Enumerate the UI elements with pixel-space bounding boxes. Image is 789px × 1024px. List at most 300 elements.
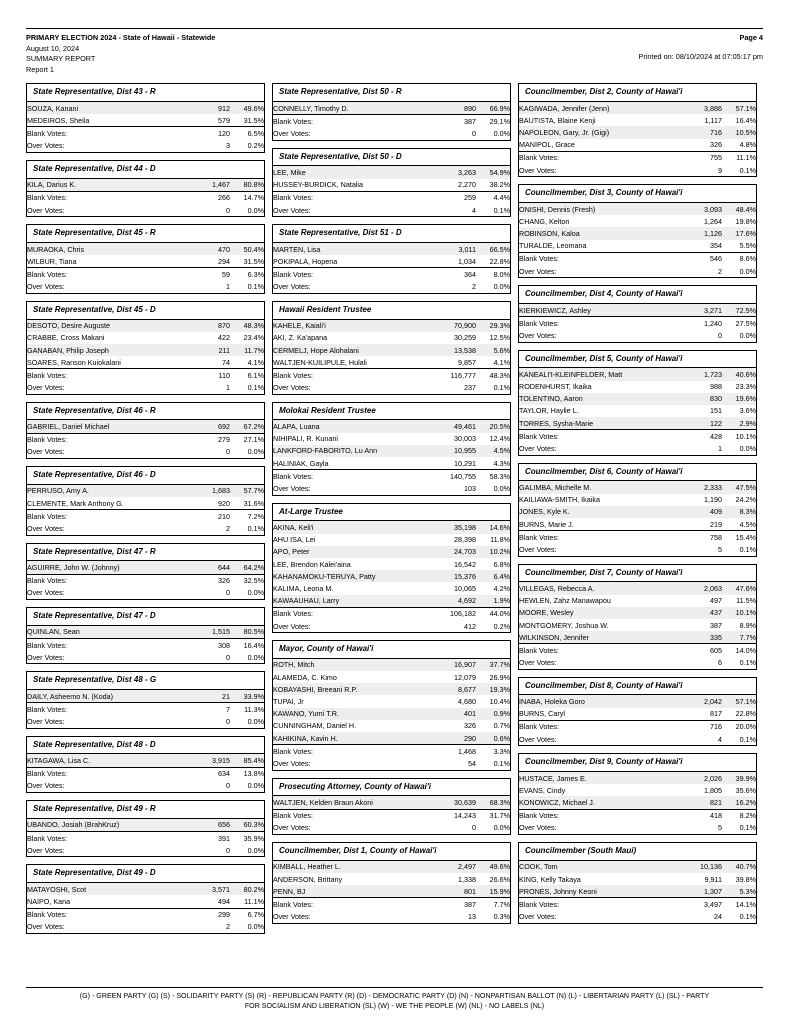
- table-row: [519, 595, 756, 607]
- candidate-name: LEE, Mike: [273, 166, 430, 178]
- table-row: [27, 433, 264, 446]
- contest-block: [518, 285, 757, 342]
- contest-title: Councilmember, Dist 3, County of Hawai'i: [519, 185, 756, 203]
- vote-percent: 0.1%: [247, 524, 264, 533]
- table-row: [273, 243, 510, 255]
- vote-count: 1,126: [676, 227, 722, 239]
- contest-block: [518, 842, 757, 924]
- vote-count: 3,093: [676, 203, 722, 215]
- vote-count: 1,117: [704, 115, 722, 125]
- vote-count: 354: [710, 241, 722, 251]
- table-row: [519, 531, 756, 544]
- table-row: [273, 470, 510, 483]
- vote-percent: 27.1%: [230, 433, 264, 446]
- vote-percent: 57.7%: [230, 485, 264, 497]
- table-row: [273, 708, 510, 720]
- summary-label: Over Votes:: [273, 282, 311, 292]
- election-date: August 10, 2024: [26, 43, 80, 53]
- vote-count: 0: [226, 205, 230, 215]
- contest-block: [26, 466, 265, 536]
- vote-percent: 54.9%: [476, 166, 510, 178]
- vote-percent: 6.5%: [230, 127, 264, 140]
- table-row: [273, 732, 510, 745]
- table-row: [519, 151, 756, 164]
- table-row: [519, 139, 756, 152]
- summary-label: Over Votes:: [519, 165, 557, 175]
- vote-percent: 0.1%: [739, 912, 756, 922]
- summary-label: Over Votes:: [519, 734, 557, 744]
- vote-count: 644: [184, 561, 230, 574]
- vote-count: 755: [676, 151, 722, 164]
- candidate-name: ALAPA, Luana: [273, 420, 430, 432]
- candidate-name: KAGIWADA, Jennifer (Jenn): [519, 102, 676, 114]
- contest-block: [518, 677, 757, 747]
- table-row: [27, 344, 264, 356]
- vote-percent: 3.6%: [739, 406, 756, 416]
- summary-label: Blank Votes:: [27, 908, 184, 921]
- contest-block: [26, 607, 265, 664]
- summary-label: Over Votes:: [27, 652, 65, 662]
- vote-count: 2,497: [430, 861, 476, 873]
- candidate-name: CONNELLY, Timothy D.: [273, 102, 430, 115]
- summary-label: Over Votes:: [27, 524, 65, 533]
- summary-label: Blank Votes:: [27, 127, 184, 140]
- table-row: [273, 695, 510, 707]
- vote-percent: 49.6%: [476, 861, 510, 873]
- vote-percent: 11.1%: [244, 896, 264, 906]
- table-row: [27, 844, 264, 856]
- summary-label: Over Votes:: [273, 129, 311, 139]
- vote-count: 299: [184, 908, 230, 921]
- vote-count: 2: [718, 266, 722, 276]
- contest-title: State Representative, Dist 48 - D: [27, 737, 264, 755]
- summary-label: Blank Votes:: [519, 151, 676, 164]
- results-table: [27, 102, 264, 152]
- results-table: [519, 102, 756, 176]
- summary-label: Blank Votes:: [27, 638, 184, 651]
- vote-count: 497: [710, 596, 722, 606]
- candidate-name: KALIMA, Leona M.: [273, 583, 334, 593]
- vote-count: 0: [226, 447, 230, 457]
- table-row: [519, 822, 756, 834]
- vote-count: 692: [184, 420, 230, 433]
- table-row: [519, 393, 756, 405]
- vote-percent: 11.5%: [736, 596, 756, 606]
- candidate-name: JONES, Kyle K.: [519, 506, 676, 518]
- table-row: [27, 179, 264, 192]
- vote-count: 817: [710, 709, 722, 719]
- contest-title: Councilmember, Dist 5, County of Hawai'i: [519, 351, 756, 369]
- contest-title: State Representative, Dist 45 - D: [27, 302, 264, 320]
- vote-count: 10,955: [430, 445, 476, 457]
- table-row: [27, 703, 264, 716]
- vote-count: 428: [676, 430, 722, 443]
- table-row: [519, 543, 756, 555]
- vote-percent: 64.2%: [230, 561, 264, 574]
- vote-count: 116,777: [430, 369, 476, 382]
- vote-percent: 27.5%: [722, 317, 756, 330]
- vote-percent: 0.0%: [247, 922, 264, 932]
- table-row: [273, 861, 510, 873]
- summary-label: Over Votes:: [519, 330, 557, 340]
- table-row: [273, 268, 510, 281]
- vote-count: 219: [710, 519, 722, 529]
- table-row: [273, 102, 510, 115]
- vote-count: 6: [718, 658, 722, 668]
- table-row: [519, 885, 756, 898]
- table-row: [273, 796, 510, 809]
- vote-percent: 6.7%: [230, 908, 264, 921]
- vote-percent: 6.3%: [230, 268, 264, 281]
- vote-count: 409: [676, 506, 722, 518]
- vote-count: 634: [184, 767, 230, 780]
- candidate-name: AKI, Z. Ka'apana: [273, 333, 328, 343]
- page-number: Page 4: [739, 33, 763, 42]
- table-row: [519, 252, 756, 265]
- summary-label: Blank Votes:: [519, 430, 676, 443]
- summary-label: Over Votes:: [273, 205, 311, 215]
- candidate-name: BURNS, Marie J.: [519, 519, 574, 529]
- contest-title: Councilmember, Dist 4, County of Hawai'i: [519, 286, 756, 304]
- table-row: [519, 873, 756, 885]
- table-row: [27, 921, 264, 933]
- vote-count: 74: [222, 357, 230, 367]
- vote-percent: 6.4%: [476, 570, 510, 582]
- summary-label: Over Votes:: [273, 621, 311, 631]
- vote-percent: 0.1%: [739, 658, 756, 668]
- contest-title: State Representative, Dist 51 - D: [273, 225, 510, 243]
- contest-block: [26, 83, 265, 153]
- vote-percent: 2.9%: [722, 417, 756, 430]
- table-row: [27, 780, 264, 792]
- summary-label: Over Votes:: [273, 758, 311, 768]
- table-row: [27, 626, 264, 639]
- results-table: [273, 102, 510, 140]
- table-row: [27, 332, 264, 344]
- contest-block: [518, 350, 757, 456]
- results-table: [273, 166, 510, 216]
- contest-title: State Representative, Dist 46 - D: [27, 467, 264, 485]
- contest-block: [26, 543, 265, 600]
- vote-percent: 17.6%: [722, 227, 756, 239]
- report-type: SUMMARY REPORT: [26, 54, 96, 64]
- table-row: [273, 433, 510, 445]
- vote-percent: 0.0%: [247, 652, 264, 662]
- summary-label: Blank Votes:: [273, 115, 430, 128]
- vote-count: 2,042: [676, 695, 722, 707]
- table-row: [519, 494, 756, 506]
- vote-percent: 68.3%: [476, 796, 510, 809]
- candidate-name: KAWAAUHAU, Larry: [273, 595, 430, 608]
- vote-percent: 0.1%: [493, 383, 510, 393]
- vote-count: 4: [472, 205, 476, 215]
- candidate-name: GABRIEL, Daniel Michael: [27, 420, 184, 433]
- table-row: [519, 708, 756, 721]
- vote-percent: 0.1%: [493, 758, 510, 768]
- table-row: [273, 344, 510, 356]
- vote-percent: 0.0%: [739, 444, 756, 454]
- table-row: [273, 332, 510, 344]
- results-table: [27, 690, 264, 728]
- vote-count: 0: [472, 823, 476, 833]
- vote-percent: 16.4%: [230, 638, 264, 651]
- vote-percent: 4.1%: [247, 357, 264, 367]
- table-row: [519, 227, 756, 239]
- vote-percent: 8.2%: [722, 809, 756, 822]
- vote-percent: 31.5%: [243, 115, 264, 125]
- vote-percent: 4.3%: [493, 458, 510, 468]
- vote-count: 122: [676, 417, 722, 430]
- vote-percent: 72.5%: [722, 304, 756, 317]
- results-table: [27, 179, 264, 217]
- vote-count: 3,571: [184, 883, 230, 895]
- contest-title: State Representative, Dist 48 - G: [27, 672, 264, 690]
- vote-percent: 11.8%: [490, 535, 510, 545]
- contest-block: [26, 402, 265, 459]
- contest-title: Prosecuting Attorney, County of Hawai'i: [273, 779, 510, 797]
- vote-count: 579: [218, 115, 230, 125]
- vote-count: 3,915: [184, 754, 230, 767]
- vote-percent: 12.5%: [489, 333, 510, 343]
- vote-percent: 29.1%: [476, 115, 510, 128]
- candidate-name: MURAOKA, Chris: [27, 243, 184, 255]
- contest-title: State Representative, Dist 49 - D: [27, 865, 264, 883]
- results-table: [27, 561, 264, 599]
- summary-label: Blank Votes:: [273, 470, 430, 483]
- table-row: [27, 102, 264, 114]
- candidate-name: WILBUR, Tiana: [27, 256, 77, 266]
- table-row: [273, 546, 510, 558]
- table-row: [27, 420, 264, 433]
- vote-count: 401: [430, 708, 476, 720]
- vote-percent: 24.2%: [735, 495, 756, 505]
- candidate-name: DAILY, Asheemo N. (Koda): [27, 690, 184, 703]
- table-row: [519, 317, 756, 330]
- vote-count: 364: [430, 268, 476, 281]
- table-row: [273, 521, 510, 533]
- results-table: [273, 320, 510, 394]
- candidate-name: NAPOLEON, Gary, Jr. (Gigi): [519, 126, 676, 138]
- vote-percent: 5.3%: [722, 885, 756, 898]
- vote-count: 758: [676, 531, 722, 544]
- vote-percent: 8.6%: [722, 252, 756, 265]
- table-row: [27, 485, 264, 497]
- vote-percent: 11.1%: [722, 151, 756, 164]
- summary-label: Over Votes:: [273, 823, 311, 833]
- vote-percent: 40.7%: [722, 861, 756, 873]
- candidate-name: MARTEN, Lisa: [273, 243, 430, 255]
- summary-label: Over Votes:: [27, 781, 65, 791]
- vote-count: 59: [184, 268, 230, 281]
- vote-count: 1: [718, 444, 722, 454]
- vote-count: 4,680: [458, 697, 476, 707]
- vote-count: 391: [184, 832, 230, 845]
- vote-percent: 0.0%: [247, 845, 264, 855]
- contest-block: [518, 184, 757, 278]
- table-row: [273, 809, 510, 822]
- table-row: [519, 720, 756, 733]
- vote-count: 412: [464, 621, 476, 631]
- table-row: [27, 382, 264, 394]
- candidate-name: HALINIAK, Gayla: [273, 458, 329, 468]
- vote-count: 0: [718, 330, 722, 340]
- contest-title: Councilmember, Dist 1, County of Hawai'i: [273, 843, 510, 861]
- results-table: [519, 481, 756, 555]
- candidate-name: MONTGOMERY, Joshua W.: [519, 620, 609, 630]
- candidate-name: AGUIRRE, John W. (Johnny): [27, 561, 184, 574]
- contest-title: State Representative, Dist 50 - R: [273, 84, 510, 102]
- vote-count: 801: [430, 885, 476, 898]
- table-row: [273, 457, 510, 470]
- contest-title: Councilmember, Dist 9, County of Hawai'i: [519, 754, 756, 772]
- table-row: [27, 819, 264, 832]
- vote-count: 0: [226, 652, 230, 662]
- vote-percent: 10.1%: [722, 430, 756, 443]
- contest-block: [26, 800, 265, 857]
- vote-count: 1,723: [676, 368, 722, 380]
- candidate-name: ONISHI, Dennis (Fresh): [519, 203, 676, 215]
- vote-count: 110: [184, 369, 230, 382]
- table-row: [27, 243, 264, 255]
- vote-count: 3,886: [676, 102, 722, 114]
- party-legend: [26, 987, 763, 1012]
- vote-percent: 23.4%: [243, 333, 264, 343]
- vote-percent: 4.5%: [476, 445, 510, 457]
- table-row: [273, 281, 510, 293]
- vote-count: 494: [218, 896, 230, 906]
- summary-label: Blank Votes:: [273, 607, 430, 620]
- candidate-name: POKIPALA, Hopena: [273, 256, 338, 266]
- table-row: [273, 166, 510, 178]
- vote-percent: 26.9%: [489, 672, 510, 682]
- candidate-name: AHU ISA, Lei: [273, 535, 316, 545]
- vote-percent: 0.1%: [247, 383, 264, 393]
- summary-label: Over Votes:: [27, 588, 65, 598]
- vote-percent: 11.3%: [230, 703, 264, 716]
- vote-count: 1,683: [184, 485, 230, 497]
- candidate-name: TAYLOR, Haylie L.: [519, 406, 579, 416]
- printed-timestamp: Printed on: 08/10/2024 at 07:05:17 pm: [638, 51, 763, 61]
- table-row: [519, 417, 756, 430]
- contest-block: [272, 224, 511, 294]
- vote-percent: 14.0%: [722, 644, 756, 657]
- results-table: [519, 368, 756, 454]
- vote-count: 140,755: [430, 470, 476, 483]
- vote-count: 422: [218, 333, 230, 343]
- table-row: [27, 268, 264, 281]
- table-row: [273, 420, 510, 432]
- vote-percent: 49.6%: [230, 102, 264, 114]
- contest-block: [26, 671, 265, 728]
- vote-count: 1,515: [184, 626, 230, 639]
- vote-percent: 60.3%: [230, 819, 264, 832]
- table-row: [27, 690, 264, 703]
- vote-count: 5: [718, 823, 722, 833]
- vote-count: 870: [184, 320, 230, 332]
- vote-count: 15,376: [430, 570, 476, 582]
- candidate-name: EVANS, Cindy: [519, 785, 566, 795]
- table-row: [27, 522, 264, 534]
- table-row: [519, 898, 756, 911]
- contest-block: [518, 463, 757, 557]
- vote-percent: 57.1%: [722, 102, 756, 114]
- results-table: [519, 304, 756, 342]
- vote-percent: 35.6%: [735, 785, 756, 795]
- table-row: [519, 481, 756, 493]
- vote-percent: 4.1%: [493, 357, 510, 367]
- candidate-name: MEDEIROS, Sheila: [27, 115, 90, 125]
- vote-percent: 14.1%: [722, 898, 756, 911]
- table-row: [273, 757, 510, 769]
- summary-label: Over Votes:: [27, 282, 65, 292]
- table-row: [519, 430, 756, 443]
- vote-count: 0: [226, 717, 230, 727]
- contest-title: State Representative, Dist 50 - D: [273, 149, 510, 167]
- table-row: [27, 767, 264, 780]
- results-table: [27, 883, 264, 933]
- header-right: [638, 33, 763, 62]
- vote-count: 3,011: [430, 243, 476, 255]
- contest-title: State Representative, Dist 46 - R: [27, 403, 264, 421]
- vote-count: 4,692: [430, 595, 476, 608]
- vote-count: 9,911: [704, 874, 722, 884]
- summary-label: Over Votes:: [27, 141, 65, 151]
- candidate-name: SOUZA, Kanani: [27, 102, 184, 114]
- vote-count: 4: [718, 734, 722, 744]
- vote-percent: 38.2%: [489, 180, 510, 190]
- summary-label: Blank Votes:: [273, 369, 430, 382]
- results-table: [27, 626, 264, 664]
- summary-label: Blank Votes:: [27, 510, 184, 523]
- vote-count: 1,338: [458, 874, 476, 884]
- table-row: [273, 179, 510, 192]
- table-row: [519, 582, 756, 594]
- candidate-name: HUSSEY-BURDICK, Natalia: [273, 180, 364, 190]
- summary-label: Over Votes:: [273, 383, 311, 393]
- results-table: [27, 754, 264, 792]
- vote-percent: 0.0%: [739, 330, 756, 340]
- vote-percent: 26.6%: [489, 874, 510, 884]
- candidate-name: CLEMENTE, Mark Anthony G.: [27, 498, 124, 508]
- header-left: [26, 33, 215, 75]
- table-row: [519, 695, 756, 707]
- candidate-name: ANDERSON, Brittany: [273, 874, 343, 884]
- vote-count: 830: [676, 393, 722, 405]
- vote-count: 16,907: [430, 659, 476, 671]
- vote-count: 8,677: [430, 683, 476, 695]
- summary-label: Blank Votes:: [27, 832, 184, 845]
- report-number: Report 1: [26, 64, 54, 74]
- candidate-name: BURNS, Caryl: [519, 709, 565, 719]
- table-row: [519, 329, 756, 341]
- summary-label: Blank Votes:: [27, 268, 184, 281]
- contest-block: [26, 224, 265, 294]
- vote-percent: 7.7%: [722, 631, 756, 644]
- candidate-name: WILKINSON, Jennifer: [519, 631, 676, 644]
- table-row: [519, 518, 756, 531]
- vote-percent: 0.0%: [247, 447, 264, 457]
- contest-block: [26, 160, 265, 217]
- vote-count: 294: [218, 256, 230, 266]
- contest-title: State Representative, Dist 49 - R: [27, 801, 264, 819]
- contest-title: State Representative, Dist 44 - D: [27, 161, 264, 179]
- vote-count: 10,136: [676, 861, 722, 873]
- table-row: [519, 442, 756, 454]
- table-row: [273, 445, 510, 457]
- summary-label: Over Votes:: [519, 544, 557, 554]
- vote-count: 1,307: [676, 885, 722, 898]
- results-table: [27, 485, 264, 535]
